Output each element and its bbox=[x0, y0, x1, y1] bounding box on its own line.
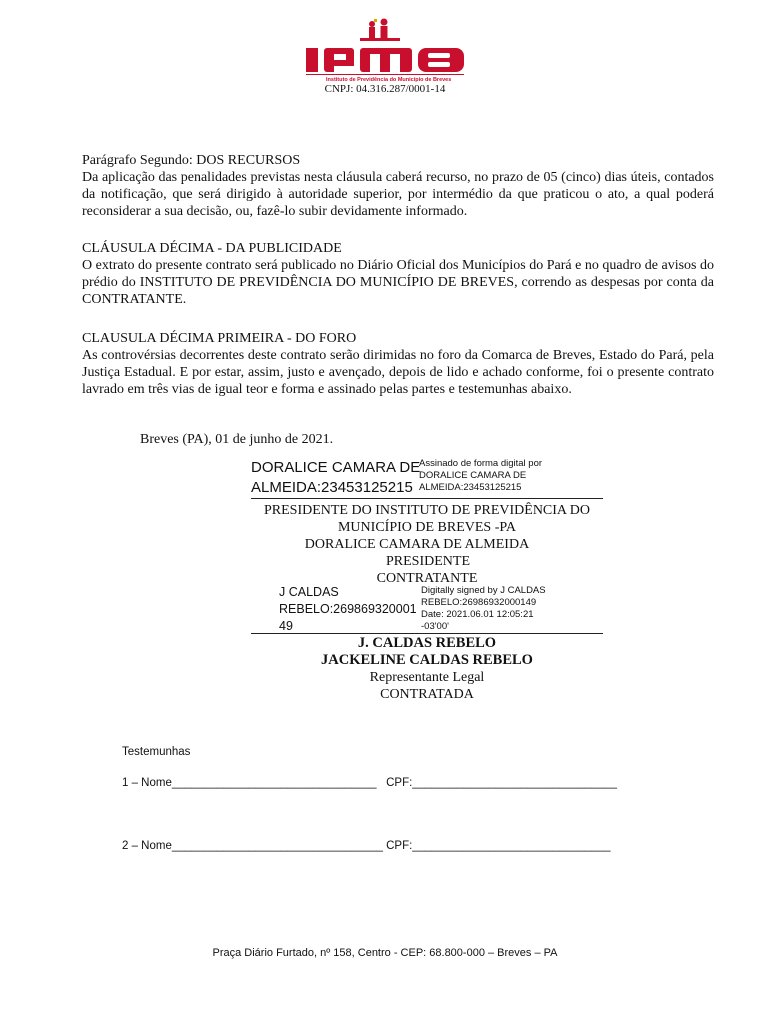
clause-publicidade bbox=[82, 240, 714, 308]
clause-text: O extrato do presente contrato será publicado no Diário Oficial dos Municípios do Pará e no quadro de avisos do prédio do INSTITUTO DE PREVIDÊNCIA DO MUNICÍPIO DE BREVES, correndo as despesas por conta da CONTRATANTE. bbox=[82, 258, 714, 307]
clause-title: CLÁUSULA DÉCIMA - DA PUBLICIDADE bbox=[82, 241, 342, 256]
signature1-name-line1: DORALICE CAMARA DE bbox=[251, 459, 421, 476]
signature1-name bbox=[251, 458, 421, 498]
signature2-name bbox=[279, 584, 429, 635]
signature1-digital-note bbox=[419, 458, 599, 494]
cnpj-line: CNPJ: 04.316.287/0001-14 bbox=[324, 83, 446, 95]
signature1-name-line2: ALMEIDA:23453125215 bbox=[251, 479, 413, 496]
signature2-note-line3: Date: 2021.06.01 12:05:21 bbox=[421, 609, 534, 620]
signature2-caption bbox=[227, 635, 627, 703]
ipmb-logo bbox=[300, 16, 470, 82]
signature1-note-line1: Assinado de forma digital por bbox=[419, 458, 543, 469]
signature2-company: J. CALDAS REBELO bbox=[357, 635, 497, 651]
witness-row-1: 1 – Nome________________________________ CPF:________________________________ bbox=[122, 777, 617, 789]
signature2-note-line2: REBELO:26986932000149 bbox=[421, 597, 537, 608]
signature1-note-line2: DORALICE CAMARA DE bbox=[419, 470, 527, 481]
signature2-name-line1: J CALDAS bbox=[279, 585, 339, 599]
logo-graphic bbox=[300, 16, 470, 82]
footer-address: Praça Diário Furtado, nº 158, Centro - CEP: 68.800-000 – Breves – PA bbox=[212, 947, 558, 959]
date-line: Breves (PA), 01 de junho de 2021. bbox=[140, 432, 334, 447]
signature1-person: DORALICE CAMARA DE ALMEIDA bbox=[304, 537, 530, 552]
signature1-title: PRESIDENTE bbox=[386, 554, 470, 569]
logo-subtitle: Instituto de Previdência do Município de Breves bbox=[326, 77, 452, 82]
signature1-note-line3: ALMEIDA:23453125215 bbox=[419, 482, 522, 493]
signature2-name-line2: REBELO:269869320001 bbox=[279, 602, 417, 616]
clause-recursos bbox=[82, 152, 714, 220]
clause-text: Da aplicação das penalidades previstas nesta cláusula caberá recurso, no prazo de 05 (cinco) dias úteis, contados da notificação, que será dirigido à autoridade superior, por intermédio da que praticou o ato, a qual poderá reconsiderar a sua decisão, ou, fazê-lo subir devidamente informado. bbox=[82, 170, 714, 219]
witness-row-2: 2 – Nome_________________________________ CPF:_______________________________ bbox=[122, 840, 611, 852]
signature1-role-line1: PRESIDENTE DO INSTITUTO DE PREVIDÊNCIA DO bbox=[263, 503, 590, 518]
witnesses-heading: Testemunhas bbox=[122, 746, 191, 758]
signature1-line bbox=[251, 498, 603, 499]
signature1-caption bbox=[227, 502, 627, 587]
clause-title: CLAUSULA DÉCIMA PRIMEIRA - DO FORO bbox=[82, 331, 357, 346]
signature2-note-line4: -03'00' bbox=[421, 621, 449, 632]
signature2-person: JACKELINE CALDAS REBELO bbox=[321, 652, 533, 668]
signature2-party: CONTRATADA bbox=[380, 687, 474, 702]
signature2-note-line1: Digitally signed by J CALDAS bbox=[421, 585, 546, 596]
clause-foro bbox=[82, 330, 714, 398]
signature2-digital-note bbox=[421, 585, 601, 633]
signature1-role-line2: MUNICÍPIO DE BREVES -PA bbox=[337, 520, 516, 535]
signature2-name-line3: 49 bbox=[279, 619, 293, 633]
signature1-party: CONTRATANTE bbox=[376, 571, 478, 586]
clause-text: As controvérsias decorrentes deste contrato serão dirimidas no foro da Comarca de Breves, Estado do Pará, pela Justiça Estadual. E por estar, assim, justo e avençado, depois de lido e achado conforme, foi o presente contrato lavrado em três vias de igual teor e forma e assinado pelas partes e testemunhas abaixo. bbox=[82, 348, 714, 397]
signature2-line bbox=[251, 633, 603, 634]
clause-title: Parágrafo Segundo: DOS RECURSOS bbox=[82, 153, 301, 168]
signature2-title: Representante Legal bbox=[369, 670, 485, 685]
